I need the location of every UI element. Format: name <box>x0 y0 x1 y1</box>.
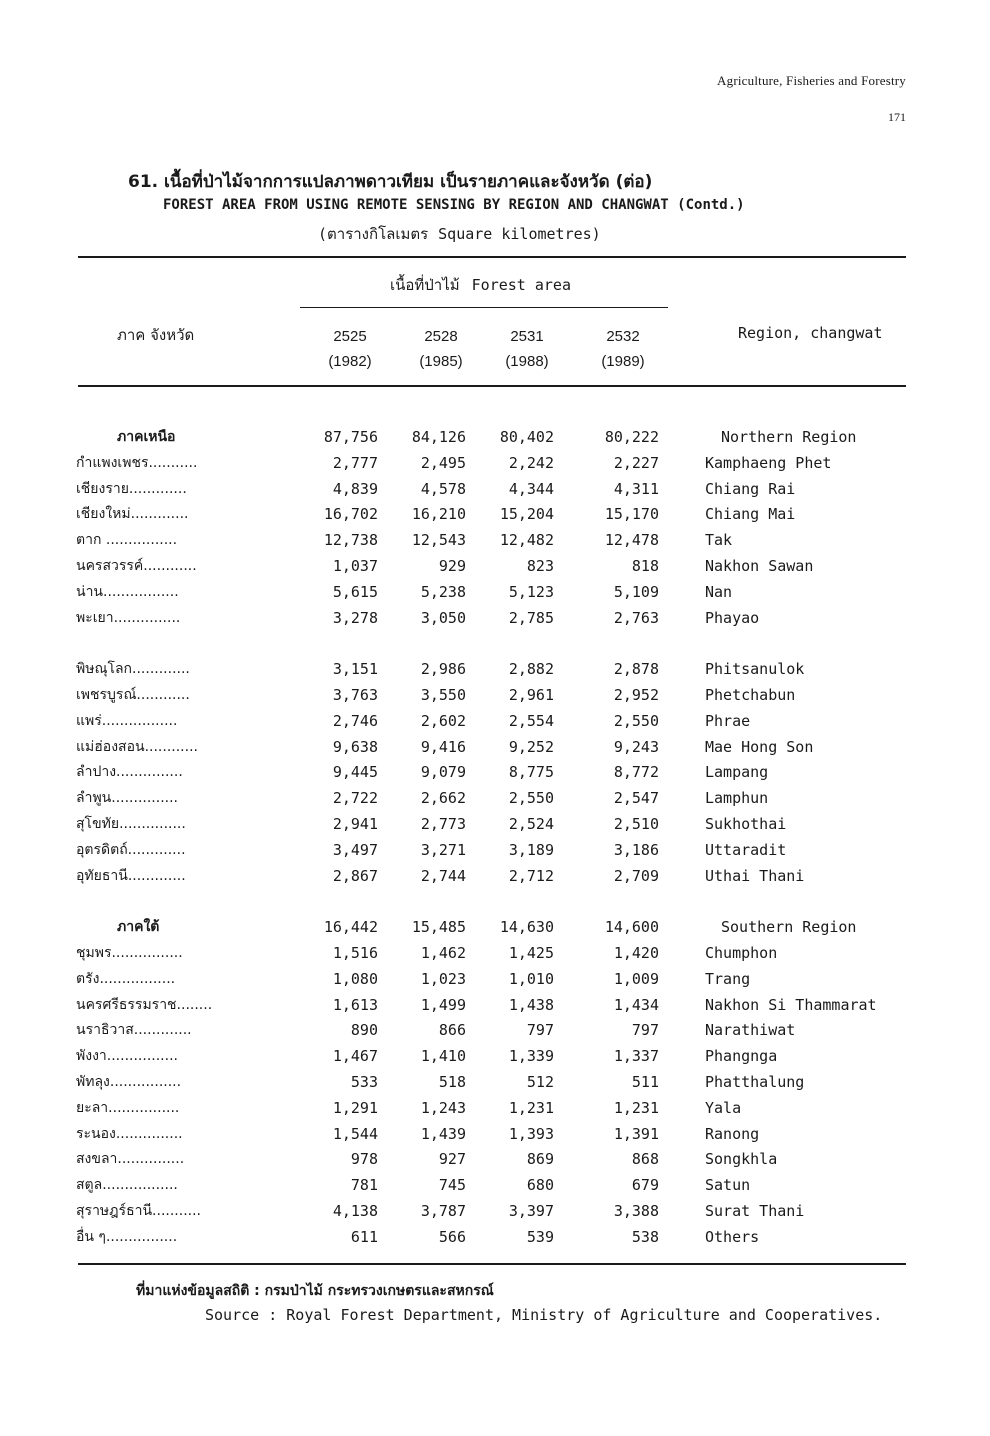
row-label-english: Uthai Thani <box>705 866 805 885</box>
value-2528: 15,485 <box>411 918 466 937</box>
table-row <box>0 1173 990 1199</box>
value-2531: 14,630 <box>499 918 554 937</box>
row-label-english: Chiang Rai <box>705 479 796 498</box>
year-header <box>578 324 668 374</box>
value-2531: 2,242 <box>508 453 554 472</box>
value-2532: 2,547 <box>613 789 659 808</box>
value-2532: 868 <box>631 1150 659 1169</box>
forest-area-header <box>390 273 571 297</box>
value-2532: 679 <box>631 1176 659 1195</box>
value-2531: 2,554 <box>508 711 554 730</box>
value-2528: 2,744 <box>420 866 466 885</box>
year-ce: (1985) <box>419 353 463 370</box>
value-2525: 1,467 <box>332 1047 378 1066</box>
value-2525: 2,867 <box>332 866 378 885</box>
year-ce: (1982) <box>328 353 372 370</box>
value-2525: 2,746 <box>332 711 378 730</box>
value-2531: 869 <box>526 1150 554 1169</box>
value-2532: 15,170 <box>604 505 659 524</box>
value-2525: 16,442 <box>323 918 378 937</box>
table-row <box>0 709 990 735</box>
row-label-english: Tak <box>705 531 733 550</box>
value-2528: 2,986 <box>420 660 466 679</box>
year-be: 2531 <box>510 328 544 345</box>
row-label-thai: เชียงใหม่............. <box>76 506 189 523</box>
value-2532: 1,391 <box>613 1124 659 1143</box>
value-2531: 15,204 <box>499 505 554 524</box>
year-ce: (1989) <box>601 353 645 370</box>
header-bottom-rule <box>78 385 906 387</box>
value-2525: 2,722 <box>332 789 378 808</box>
value-2531: 539 <box>526 1227 554 1246</box>
unit-english: Square kilometres) <box>438 225 601 243</box>
value-2525: 611 <box>350 1227 378 1246</box>
row-label-thai: พะเยา............... <box>76 609 181 626</box>
value-2525: 4,138 <box>332 1201 378 1220</box>
value-2528: 929 <box>438 556 466 575</box>
row-label-english: Others <box>705 1227 760 1246</box>
value-2531: 1,010 <box>508 969 554 988</box>
row-label-english: Lamphun <box>705 789 769 808</box>
year-be: 2525 <box>333 328 367 345</box>
value-2531: 4,344 <box>508 479 554 498</box>
value-2525: 16,702 <box>323 505 378 524</box>
value-2528: 9,416 <box>420 737 466 756</box>
value-2532: 8,772 <box>613 763 659 782</box>
row-label-thai: น่าน................. <box>76 583 179 600</box>
row-label-thai: อื่น ๆ................ <box>76 1228 178 1245</box>
row-label-thai: พิษณุโลก............. <box>76 661 190 678</box>
value-2528: 927 <box>438 1150 466 1169</box>
value-2531: 2,524 <box>508 814 554 833</box>
row-label-thai: นราธิวาส............. <box>76 1022 192 1039</box>
table-row <box>0 1044 990 1070</box>
value-2531: 2,550 <box>508 789 554 808</box>
value-2531: 2,785 <box>508 608 554 627</box>
row-label-thai: ลำพูน............... <box>76 790 178 807</box>
value-2532: 538 <box>631 1227 659 1246</box>
row-label-thai: สตูล................. <box>76 1177 178 1194</box>
row-label-english: Phetchabun <box>705 685 796 704</box>
value-2531: 2,882 <box>508 660 554 679</box>
year-be: 2528 <box>424 328 458 345</box>
year-be: 2532 <box>606 328 640 345</box>
value-2531: 1,393 <box>508 1124 554 1143</box>
value-2525: 3,497 <box>332 840 378 859</box>
value-2532: 12,478 <box>604 531 659 550</box>
value-2528: 3,050 <box>420 608 466 627</box>
forest-area-table <box>0 425 990 1251</box>
value-2531: 2,961 <box>508 685 554 704</box>
value-2532: 2,550 <box>613 711 659 730</box>
value-2528: 3,550 <box>420 685 466 704</box>
value-2531: 1,231 <box>508 1098 554 1117</box>
value-2532: 1,434 <box>613 995 659 1014</box>
table-row <box>0 554 990 580</box>
value-2525: 87,756 <box>323 428 378 446</box>
value-2528: 1,023 <box>420 969 466 988</box>
value-2528: 745 <box>438 1176 466 1195</box>
table-row <box>0 993 990 1019</box>
row-label-english: Surat Thani <box>705 1201 805 1220</box>
table-row <box>0 1018 990 1044</box>
row-label-thai: ภาคใต้ <box>117 919 160 936</box>
row-label-thai: อุตรดิตถ์............. <box>76 841 186 858</box>
year-header <box>305 324 395 374</box>
value-2525: 533 <box>350 1072 378 1091</box>
row-label-english: Phangnga <box>705 1047 778 1066</box>
value-2531: 3,397 <box>508 1201 554 1220</box>
value-2531: 12,482 <box>499 531 554 550</box>
value-2525: 9,445 <box>332 763 378 782</box>
row-label-thai: พังงา................ <box>76 1048 178 1065</box>
value-2532: 1,009 <box>613 969 659 988</box>
row-spacer <box>0 631 990 657</box>
value-2525: 1,544 <box>332 1124 378 1143</box>
year-header <box>396 324 486 374</box>
table-row <box>0 502 990 528</box>
unit-line <box>318 222 601 246</box>
table-row <box>0 477 990 503</box>
value-2528: 12,543 <box>411 531 466 550</box>
region-header-thai: ภาค จังหวัด <box>117 326 195 344</box>
forest-area-thai: เนื้อที่ป่าไม้ <box>390 276 460 294</box>
table-row <box>0 735 990 761</box>
value-2525: 5,615 <box>332 582 378 601</box>
value-2532: 2,709 <box>613 866 659 885</box>
row-label-thai: ตรัง................. <box>76 970 176 987</box>
row-label-thai: พัทลุง................ <box>76 1073 182 1090</box>
value-2525: 4,839 <box>332 479 378 498</box>
table-title-english: FOREST AREA FROM USING REMOTE SENSING BY REGION AND CHANGWAT (Contd.) <box>163 197 745 213</box>
value-2528: 1,439 <box>420 1124 466 1143</box>
row-label-english: Northern Region <box>721 428 857 446</box>
value-2525: 12,738 <box>323 531 378 550</box>
row-label-english: Satun <box>705 1176 751 1195</box>
row-label-english: Southern Region <box>721 918 857 937</box>
value-2532: 1,231 <box>613 1098 659 1117</box>
row-label-english: Chumphon <box>705 943 778 962</box>
region-header-english: Region, changwat <box>738 324 883 342</box>
row-label-english: Phatthalung <box>705 1072 805 1091</box>
row-label-thai: ยะลา................ <box>76 1099 180 1116</box>
row-label-thai: ระนอง............... <box>76 1125 183 1142</box>
table-row <box>0 1147 990 1173</box>
row-label-english: Lampang <box>705 763 769 782</box>
row-label-thai: สงขลา............... <box>76 1151 185 1168</box>
row-label-english: Nakhon Si Thammarat <box>705 995 877 1014</box>
value-2532: 5,109 <box>613 582 659 601</box>
value-2528: 2,662 <box>420 789 466 808</box>
value-2528: 2,495 <box>420 453 466 472</box>
table-row <box>0 683 990 709</box>
table-row <box>0 838 990 864</box>
year-header <box>482 324 572 374</box>
row-label-thai: นครสวรรค์............ <box>76 557 197 574</box>
row-label-english: Mae Hong Son <box>705 737 814 756</box>
row-label-thai: แพร่................. <box>76 712 178 729</box>
row-label-thai: สุราษฎร์ธานี........... <box>76 1202 202 1219</box>
table-title-thai: 61. เนื้อที่ป่าไม้จากการแปลภาพดาวเทียม เป็นรายภาคและจังหวัด (ต่อ) <box>128 172 653 192</box>
row-label-thai: เชียงราย............. <box>76 480 187 497</box>
table-row <box>0 606 990 632</box>
year-ce: (1988) <box>505 353 549 370</box>
table-row <box>0 580 990 606</box>
row-label-english: Nan <box>705 582 733 601</box>
row-label-thai: ชุมพร................ <box>76 944 183 961</box>
source-note-thai: ที่มาแห่งข้อมูลสถิติ : กรมป่าไม้ กระทรวงเกษตรและสหกรณ์ <box>136 1283 494 1299</box>
value-2531: 1,339 <box>508 1047 554 1066</box>
row-spacer <box>0 889 990 915</box>
value-2528: 2,773 <box>420 814 466 833</box>
value-2532: 2,510 <box>613 814 659 833</box>
value-2525: 3,151 <box>332 660 378 679</box>
value-2528: 518 <box>438 1072 466 1091</box>
value-2531: 8,775 <box>508 763 554 782</box>
value-2525: 781 <box>350 1176 378 1195</box>
row-label-english: Phayao <box>705 608 760 627</box>
table-row <box>0 528 990 554</box>
value-2531: 823 <box>526 556 554 575</box>
row-label-english: Nakhon Sawan <box>705 556 814 575</box>
table-row <box>0 967 990 993</box>
value-2532: 3,388 <box>613 1201 659 1220</box>
table-row <box>0 760 990 786</box>
table-row <box>0 864 990 890</box>
table-row <box>0 657 990 683</box>
value-2532: 797 <box>631 1021 659 1040</box>
row-label-english: Kamphaeng Phet <box>705 453 832 472</box>
value-2528: 2,602 <box>420 711 466 730</box>
value-2528: 1,243 <box>420 1098 466 1117</box>
row-label-thai: สุโขทัย............... <box>76 815 186 832</box>
value-2528: 5,238 <box>420 582 466 601</box>
forest-area-span-rule <box>300 307 668 308</box>
value-2532: 3,186 <box>613 840 659 859</box>
value-2531: 797 <box>526 1021 554 1040</box>
value-2525: 2,941 <box>332 814 378 833</box>
value-2532: 818 <box>631 556 659 575</box>
value-2532: 2,878 <box>613 660 659 679</box>
value-2525: 3,278 <box>332 608 378 627</box>
value-2525: 2,777 <box>332 453 378 472</box>
value-2532: 511 <box>631 1072 659 1091</box>
row-label-thai: ตาก ................ <box>76 532 178 549</box>
value-2525: 1,613 <box>332 995 378 1014</box>
table-row <box>0 451 990 477</box>
value-2531: 1,438 <box>508 995 554 1014</box>
region-total-row <box>0 425 990 451</box>
value-2528: 3,787 <box>420 1201 466 1220</box>
row-label-thai: อุทัยธานี............. <box>76 867 186 884</box>
value-2528: 1,499 <box>420 995 466 1014</box>
value-2532: 2,952 <box>613 685 659 704</box>
value-2532: 80,222 <box>604 428 659 446</box>
value-2531: 5,123 <box>508 582 554 601</box>
value-2532: 14,600 <box>604 918 659 937</box>
value-2525: 890 <box>350 1021 378 1040</box>
table-top-rule <box>78 256 906 258</box>
table-row <box>0 1122 990 1148</box>
row-label-thai: กำแพงเพชร........... <box>76 454 198 471</box>
value-2532: 1,337 <box>613 1047 659 1066</box>
value-2531: 512 <box>526 1072 554 1091</box>
row-label-english: Trang <box>705 969 751 988</box>
value-2531: 3,189 <box>508 840 554 859</box>
row-label-english: Uttaradit <box>705 840 787 859</box>
value-2528: 4,578 <box>420 479 466 498</box>
value-2531: 80,402 <box>499 428 554 446</box>
row-label-thai: นครศรีธรรมราช........ <box>76 996 213 1013</box>
unit-thai: (ตารางกิโลเมตร <box>318 225 429 243</box>
value-2525: 978 <box>350 1150 378 1169</box>
value-2531: 2,712 <box>508 866 554 885</box>
value-2528: 84,126 <box>411 428 466 446</box>
value-2528: 866 <box>438 1021 466 1040</box>
running-head: Agriculture, Fisheries and Forestry <box>717 73 906 88</box>
value-2532: 9,243 <box>613 737 659 756</box>
value-2531: 680 <box>526 1176 554 1195</box>
row-label-english: Sukhothai <box>705 814 787 833</box>
source-note-english: Source : Royal Forest Department, Ministry of Agriculture and Cooperatives. <box>205 1306 883 1324</box>
value-2528: 9,079 <box>420 763 466 782</box>
value-2528: 16,210 <box>411 505 466 524</box>
table-row <box>0 1070 990 1096</box>
table-row <box>0 1096 990 1122</box>
value-2528: 3,271 <box>420 840 466 859</box>
row-label-thai: เพชรบูรณ์............ <box>76 686 190 703</box>
value-2531: 9,252 <box>508 737 554 756</box>
value-2532: 2,763 <box>613 608 659 627</box>
value-2528: 1,410 <box>420 1047 466 1066</box>
value-2525: 1,516 <box>332 943 378 962</box>
table-row <box>0 1225 990 1251</box>
value-2528: 566 <box>438 1227 466 1246</box>
table-bottom-rule <box>78 1263 906 1265</box>
row-label-english: Chiang Mai <box>705 505 796 524</box>
value-2525: 1,037 <box>332 556 378 575</box>
row-label-english: Yala <box>705 1098 742 1117</box>
value-2525: 1,080 <box>332 969 378 988</box>
value-2532: 1,420 <box>613 943 659 962</box>
value-2531: 1,425 <box>508 943 554 962</box>
row-label-english: Phitsanulok <box>705 660 805 679</box>
value-2525: 1,291 <box>332 1098 378 1117</box>
region-total-row <box>0 915 990 941</box>
row-label-english: Phrae <box>705 711 751 730</box>
table-row <box>0 786 990 812</box>
table-row <box>0 941 990 967</box>
value-2525: 9,638 <box>332 737 378 756</box>
value-2532: 2,227 <box>613 453 659 472</box>
forest-area-english: Forest area <box>471 276 571 294</box>
value-2532: 4,311 <box>613 479 659 498</box>
row-label-thai: แม่ฮ่องสอน............ <box>76 738 198 755</box>
value-2525: 3,763 <box>332 685 378 704</box>
row-label-thai: ภาคเหนือ <box>117 429 176 445</box>
row-label-thai: ลำปาง............... <box>76 764 183 781</box>
page-number: 171 <box>888 110 906 124</box>
value-2528: 1,462 <box>420 943 466 962</box>
row-label-english: Narathiwat <box>705 1021 796 1040</box>
row-label-english: Songkhla <box>705 1150 778 1169</box>
table-row <box>0 812 990 838</box>
table-row <box>0 1199 990 1225</box>
row-label-english: Ranong <box>705 1124 760 1143</box>
